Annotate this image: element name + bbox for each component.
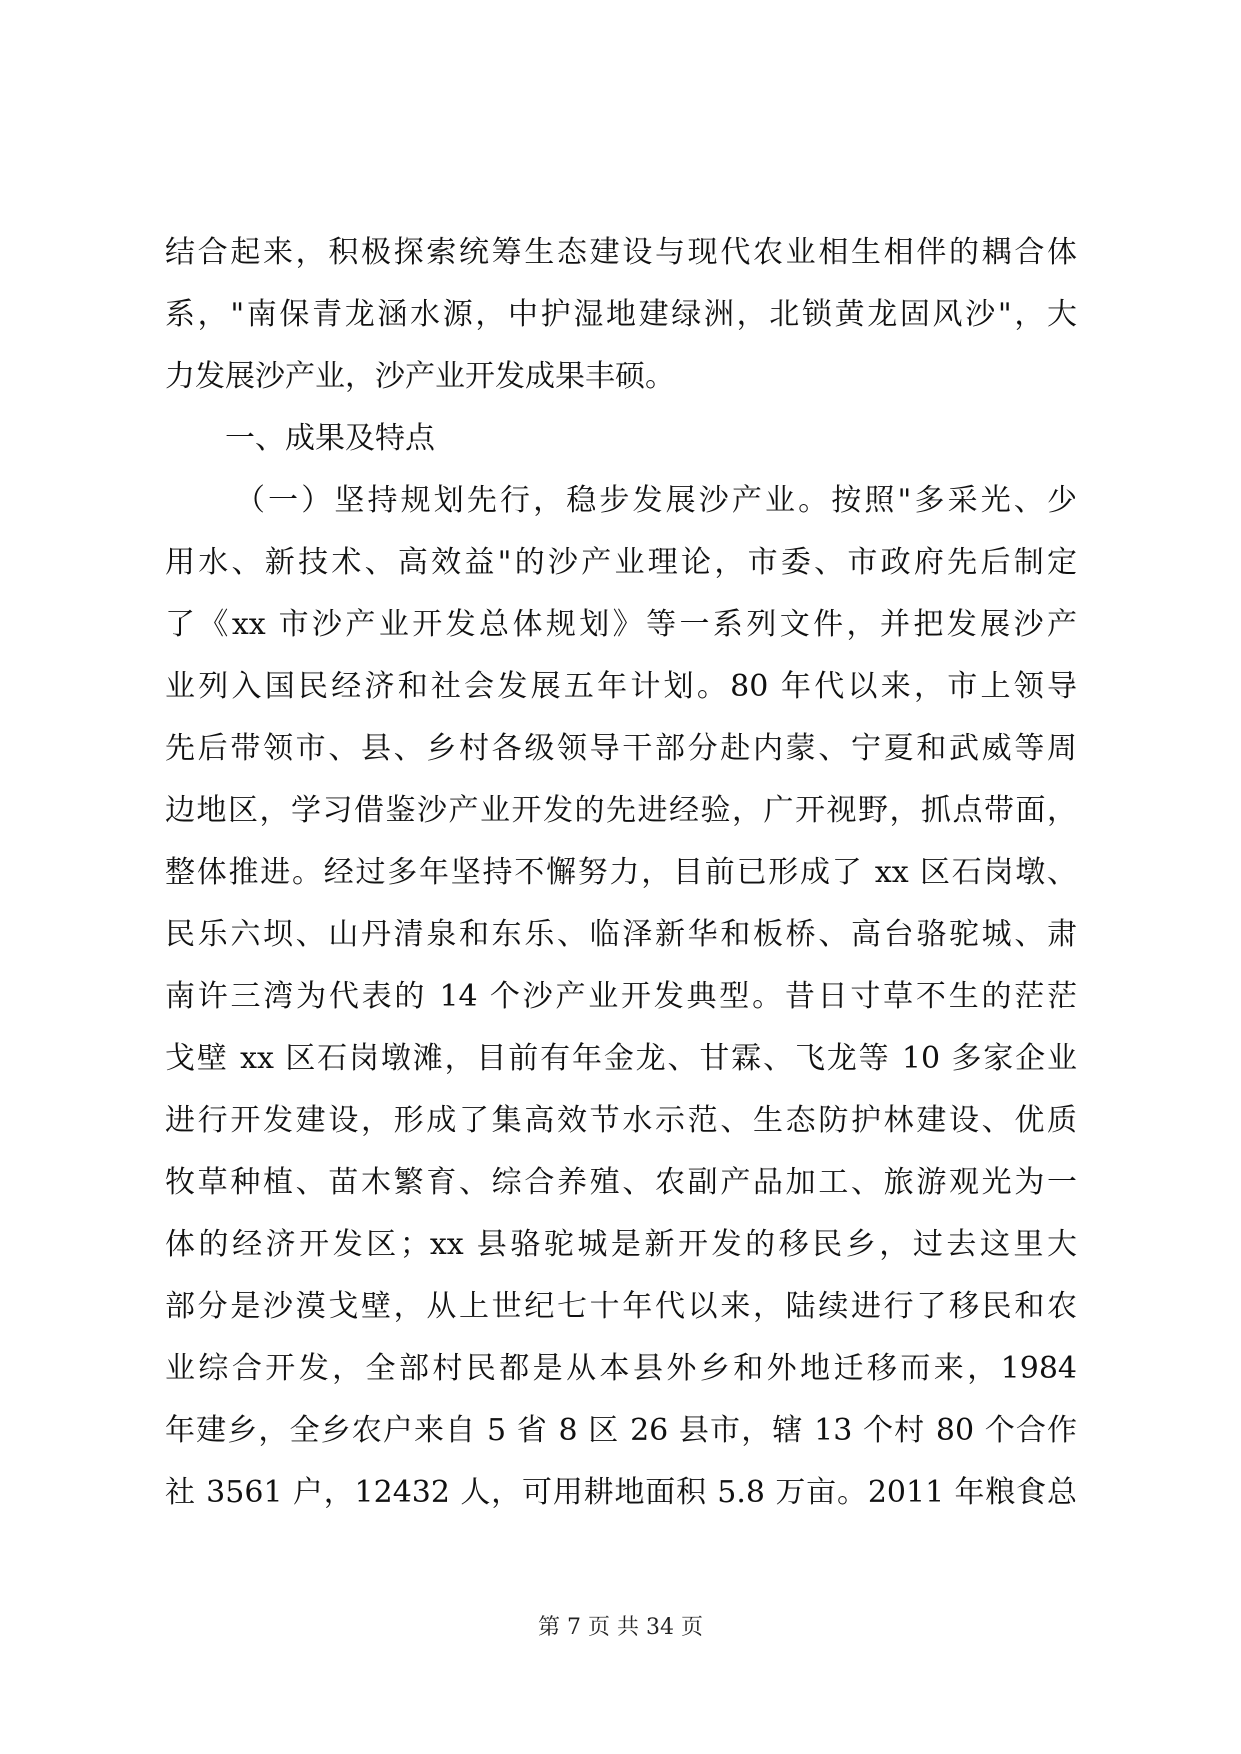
section-heading: 一、成果及特点 xyxy=(225,421,435,456)
text-line: 民乐六坝、山丹清泉和东乐、临泽新华和板桥、高台骆驼城、肃 xyxy=(165,917,1077,952)
text-line: 业综合开发，全部村民都是从本县外乡和外地迁移而来，1984 xyxy=(165,1351,1077,1386)
text-line: 部分是沙漠戈壁，从上世纪七十年代以来，陆续进行了移民和农 xyxy=(165,1289,1077,1324)
text-line: 力发展沙产业，沙产业开发成果丰硕。 xyxy=(165,359,675,394)
text-line: 用水、新技术、高效益"的沙产业理论，市委、市政府先后制定 xyxy=(165,545,1077,580)
text-line: 系，"南保青龙涵水源，中护湿地建绿洲，北锁黄龙固风沙"，大 xyxy=(165,297,1077,332)
text-line: 南许三湾为代表的 14 个沙产业开发典型。昔日寸草不生的茫茫 xyxy=(165,979,1077,1014)
text-line: 体的经济开发区；xx 县骆驼城是新开发的移民乡，过去这里大 xyxy=(165,1227,1077,1262)
text-line: 年建乡，全乡农户来自 5 省 8 区 26 县市，辖 13 个村 80 个合作 xyxy=(165,1413,1077,1448)
body-text xyxy=(165,222,1077,1524)
text-line: 结合起来，积极探索统筹生态建设与现代农业相生相伴的耦合体 xyxy=(165,235,1077,270)
text-line: 先后带领市、县、乡村各级领导干部分赴内蒙、宁夏和武威等周 xyxy=(165,731,1077,766)
text-line: 社 3561 户，12432 人，可用耕地面积 5.8 万亩。2011 年粮食总 xyxy=(165,1475,1077,1510)
text-line: 了《xx 市沙产业开发总体规划》等一系列文件，并把发展沙产 xyxy=(165,607,1077,642)
text-line: 牧草种植、苗木繁育、综合养殖、农副产品加工、旅游观光为一 xyxy=(165,1165,1077,1200)
text-line: 边地区，学习借鉴沙产业开发的先进经验，广开视野，抓点带面， xyxy=(165,793,1077,828)
text-line: 进行开发建设，形成了集高效节水示范、生态防护林建设、优质 xyxy=(165,1103,1077,1138)
text-line: 戈壁 xx 区石岗墩滩，目前有年金龙、甘霖、飞龙等 10 多家企业 xyxy=(165,1041,1077,1076)
page-number-footer: 第 7 页 共 34 页 xyxy=(538,1615,703,1640)
subsection-heading-line: （一）坚持规划先行，稳步发展沙产业。按照"多采光、少 xyxy=(235,483,1077,518)
text-line: 业列入国民经济和社会发展五年计划。80 年代以来，市上领导 xyxy=(165,669,1077,704)
text-line: 整体推进。经过多年坚持不懈努力，目前已形成了 xx 区石岗墩、 xyxy=(165,855,1077,890)
